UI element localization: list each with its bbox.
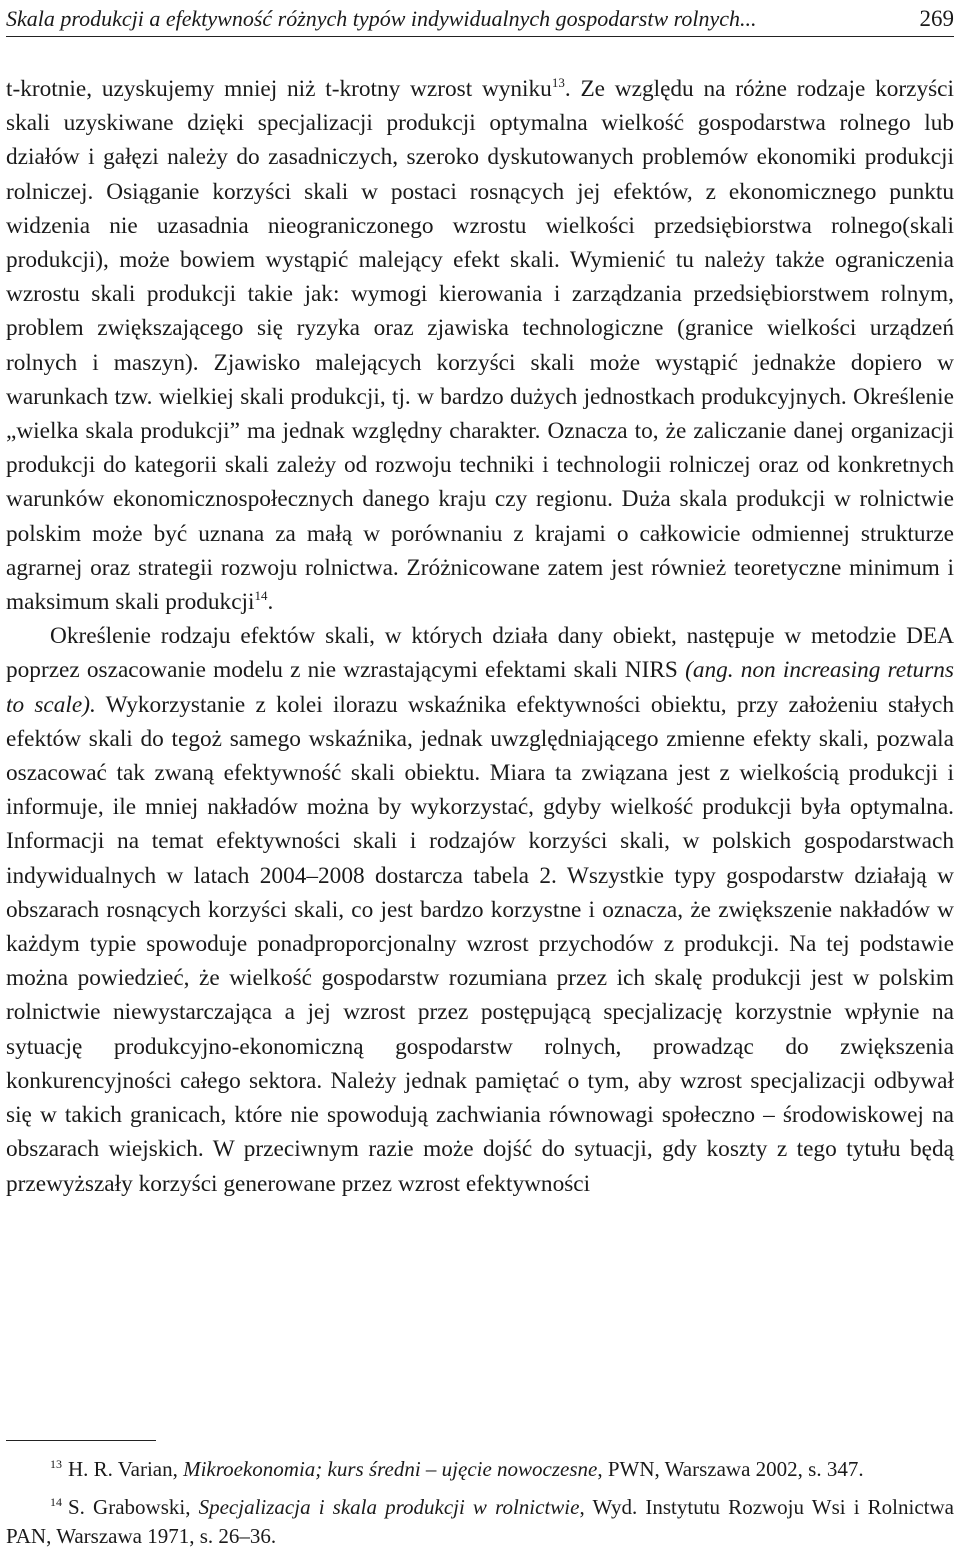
footnote-publisher: , Wyd. Instytutu Rozwoju Wsi i Rolnictwa PAN, Warszawa 1971, s. 26–36. <box>6 1494 954 1548</box>
paragraph-2-text-b: Wykorzystanie z kolei ilorazu wskaźnika efektywności obiektu, przy założeniu stałych efektów skali do tegoż samego wskaźnika, jednak uwzględniającego zmienne efekty skali, pozwala oszacować tak zwaną efektywność skali obiektu. Miara ta związana jest z wielkością produkcji i informuje, ile mniej nakładów można by wykorzystać, gdyby wielkość produkcji była optymalna. Informacji na temat efektywności skali i rodzajów korzyści skali, w polskich gospodarstwach indywidualnych w latach 2004–2008 dostarcza tabela 2. Wszystkie typy gospodarstw działają w obszarach rosnących korzyści skali, co jest bardzo korzystne i oznacza, że zwiększenie nakładów w każdym typie spowoduje ponadproporcjonalny wzrost przychodów z produkcji. Na tej podstawie można powiedzieć, że wielkość gospodarstw rozumiana przez ich skalę produkcji jest w polskim rolnictwie niewystarczająca a jej wzrost przez postępującą specjalizację korzystnie wpłynie na sytuację produkcyjno-ekonomiczną gospodarstw rolnych, prowadząc do zwiększenia konkurencyjności całego sektora. Należy jednak pamiętać o tym, aby wzrost specjalizacji odbywał się w takich granicach, które nie spowodują zachwiania równowagi społeczno – środowiskowej na obszarach wiejskich. W przeciwnym razie może dojść do sytuacji, gdy koszty z tego tytułu będą przewyższały korzyści generowane przez wzrost efektywności <box>6 691 954 1197</box>
page-number: 269 <box>919 6 954 31</box>
paragraph-1-text-c: . <box>267 589 274 616</box>
paragraph-1-text-b: . Ze względu na różne rodzaje korzyści skali uzyskiwane dzięki specjalizacji produkcji optymalna wielkość gospodarstwa rolnego lub działów i gałęzi należy do zasadniczych, szeroko dyskutowanych problemów ekonomiki produkcji rolniczej. Osiąganie korzyści skali w postaci rosnących jej efektów, z ekonomicznego punktu widzenia nie uzasadnia nieograniczonego wzrostu wielkości przedsiębiorstwa rolnego(skali produkcji), może bowiem wystąpić malejący efekt skali. Wymienić tu należy także ograniczenia wzrostu skali produkcji takie jak: wymogi kierowania i zarządzania przedsiębiorstwem rolnym, problem zwiększającego się ryzyka oraz zjawiska technologiczne (granice wielkości urządzeń rolnych i maszyn). Zjawisko malejących korzyści skali może wystąpić jednakże dopiero w warunkach tzw. wielkiej skali produkcji, tj. w bardzo dużych jednostkach produkcyjnych. Określenie „wielka skala produkcji” ma jednak względny charakter. Oznacza to, że zaliczanie danej organizacji produkcji do kategorii skali zależy od rozwoju techniki i technologii rolniczej oraz od konkretnych warunków ekonomicznospołecznych danego kraju czy regionu. Duża skala produkcji w rolnictwie polskim może być uznana za małą w porównaniu z krajami o całkowicie odmiennej strukturze agrarnej oraz strategii rozwoju rolnictwa. Zróżnicowane zatem jest również teoretyczne minimum i maksimum skali produkcji <box>6 76 954 616</box>
footnote-number: 14 <box>50 1494 62 1509</box>
footnote-title: Mikroekonomia; kurs średni – ujęcie nowoczesne <box>183 1457 598 1481</box>
footnote-author: S. Grabowski, <box>68 1494 199 1519</box>
paragraph-2-text-a: Określenie rodzaju efektów skali, w których działa dany obiekt, następuje w metodzie DEA poprzez oszacowanie modelu z nie wzrastającymi efektami skali NIRS <box>6 623 954 684</box>
footnote-14 <box>6 1493 954 1552</box>
paragraph-1 <box>6 72 954 619</box>
footnote-author: H. R. Varian, <box>68 1457 184 1481</box>
footnote-publisher: , PWN, Warszawa 2002, s. 347. <box>597 1457 864 1481</box>
footnotes <box>6 1455 954 1552</box>
footnote-separator <box>6 1440 156 1441</box>
footnote-13 <box>6 1455 954 1485</box>
main-text <box>6 72 954 1201</box>
paragraph-2-italic: (ang. non increasing returns to scale). <box>6 657 954 718</box>
footnote-ref-13: 13 <box>551 75 565 91</box>
paragraph-1-text-a: t-krotnie, uzyskujemy mniej niż t-krotny wzrost wyniku <box>6 76 552 102</box>
footnote-number: 13 <box>50 1457 62 1471</box>
paragraph-2 <box>6 619 954 1200</box>
footnote-title: Specjalizacja i skala produkcji w rolnictwie <box>198 1494 580 1519</box>
running-title: Skala produkcji a efektywność różnych typów indywidualnych gospodarstw rolnych... <box>6 6 757 31</box>
footnote-ref-14: 14 <box>254 588 268 604</box>
running-header <box>6 2 954 37</box>
